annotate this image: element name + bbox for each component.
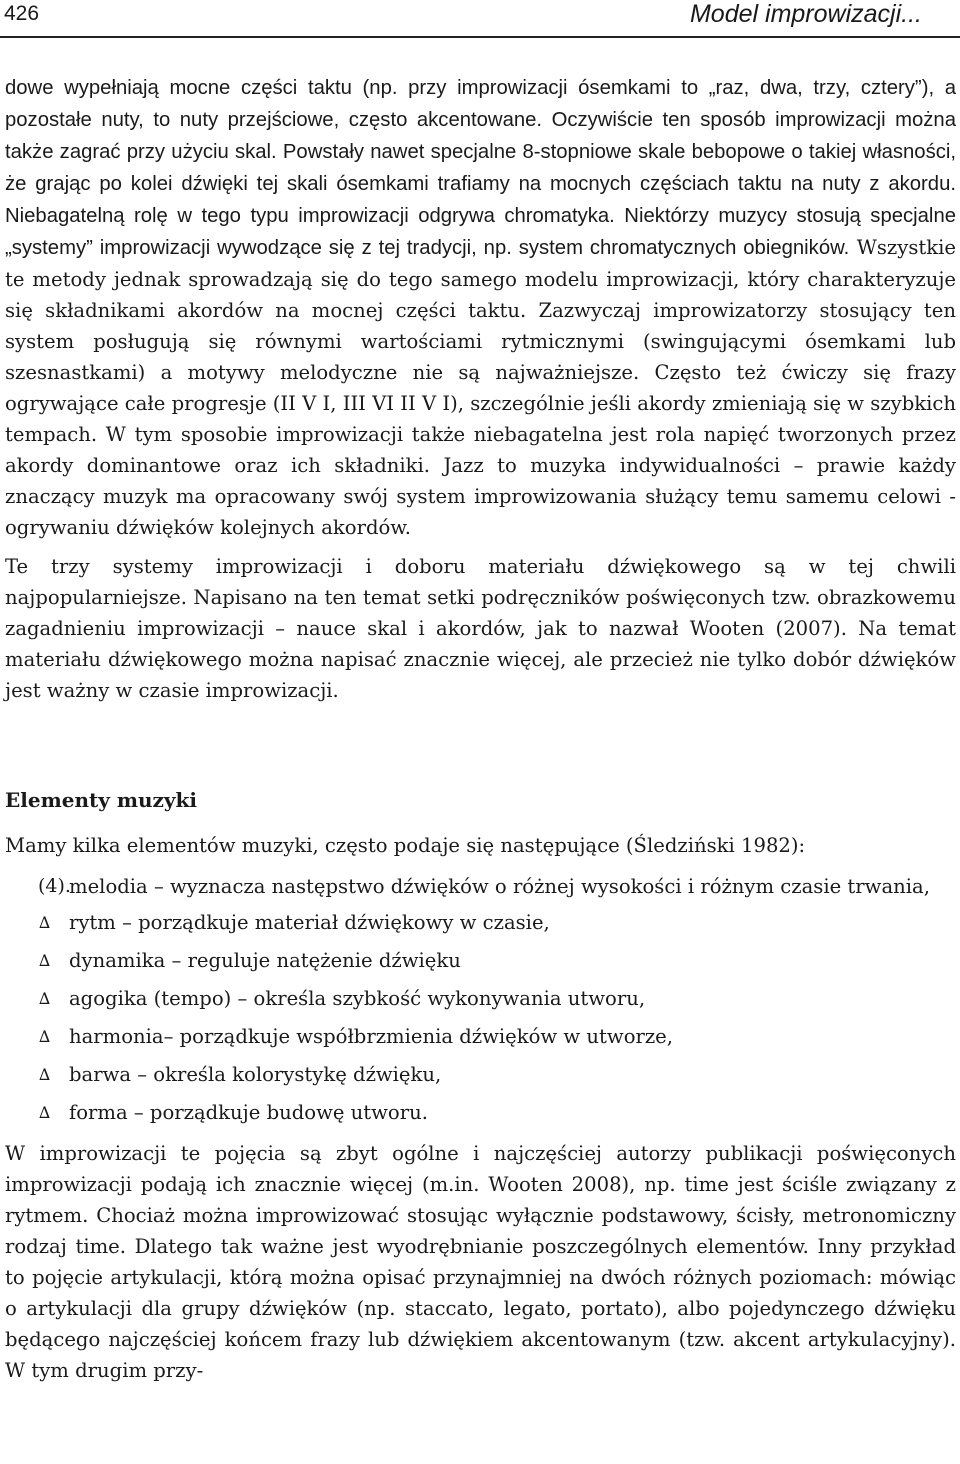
list-item — [5, 871, 956, 902]
page-header — [0, 0, 960, 38]
list-item — [5, 1021, 956, 1052]
list-item-text: forma – porządkuje budowę utworu. — [69, 1101, 428, 1124]
triangle-bullet-icon: ∆ — [39, 951, 51, 970]
list-item-text: barwa – określa kolorystykę dźwięku, — [69, 1063, 442, 1086]
paragraph-1-serif-text: Wszystkie te metody jednak sprowadzają się do tego samego modelu improwizacji, który charakteryzuje się składnikami akordów na mocnej części taktu. Zazwyczaj improwizatorzy stosujący ten system posługują się równymi wartościami rytmicznymi (swingującymi ósemkami lub szesnastkami) a motywy melodyczne nie są najważniejsze. Często też ćwiczy się frazy ogrywające całe progresje (II V I, III VI II V I), szczególnie jeśli akordy zmieniają się w szybkich tempach. W tym sposobie improwizacji także niebagatelna jest rola napięć tworzonych przez akordy dominantowe oraz ich składniki. Jazz to muzyka indywidualności – prawie każdy znaczący muzyk ma opracowany swój system improwizowania służący temu samemu celowi - ogrywaniu dźwięków kolejnych akordów. — [5, 236, 957, 539]
list-item — [5, 983, 956, 1014]
list-item — [5, 1097, 956, 1128]
list-item — [5, 945, 956, 976]
elements-list — [5, 871, 956, 1128]
section-heading: Elementy muzyki — [5, 788, 197, 812]
list-item — [5, 907, 956, 938]
paragraph-1-sans-text: dowe wypełniają mocne części taktu (np. przy improwizacji ósemkami to „raz, dwa, trzy, cztery”), a pozostałe nuty, to nuty przejściowe, często akcentowane. Oczywiście ten sposób improwizacji można także zagrać przy użyciu skal. Powstały nawet specjalne 8-stopniowe skale bebopowe o takiej własności, że grając po kolei dźwięki tej skali ósemkami trafiamy na mocnych częściach taktu na nuty z akordu. Niebagatelną rolę w tego typu improwizacji odgrywa chromatyka. Niektórzy muzycy stosują specjalne „systemy” improwizacji wywodzące się z tej tradycji, np. system chromatycznych obiegników. — [5, 77, 956, 259]
final-paragraph: W improwizacji te pojęcia są zbyt ogólne i najczęściej autorzy publikacji poświęconych improwizacji podają ich znacznie więcej (m.in. Wooten 2008), np. time jest ściśle związany z rytmem. Chociaż można improwizować stosując wyłącznie podstawowy, ścisły, metronomiczny rodzaj time. Dlatego tak ważne jest wyodrębnianie poszczególnych elementów. Inny przykład to pojęcie artykulacji, którą można opisać przynajmniej na dwóch różnych poziomach: mówiąc o artykulacji dla grupy dźwięków (np. staccato, legato, portato), albo pojedynczego dźwięku będącego najczęściej końcem frazy lub dźwiękiem akcentowanym (tzw. akcent artykulacyjny). W tym drugim przy- — [5, 1142, 956, 1382]
triangle-bullet-icon: ∆ — [39, 1027, 51, 1046]
page-number: 426 — [4, 2, 40, 25]
triangle-bullet-icon: ∆ — [39, 1065, 51, 1084]
list-item — [5, 1059, 956, 1090]
list-number-marker: (4). — [38, 875, 71, 897]
paragraph-2: Te trzy systemy improwizacji i doboru materiału dźwiękowego są w tej chwili najpopularniejsze. Napisano na ten temat setki podręczników poświęconych tzw. obrazkowemu zagadnieniu improwizacji – nauce skal i akordów, jak to nazwał Wooten (2007). Na temat materiału dźwiękowego można napisać znacznie więcej, ale przecież nie tylko dobór dźwięków jest ważny w czasie improwizacji. — [5, 555, 956, 702]
page-body — [5, 72, 956, 1386]
list-item-text: melodia – wyznacza następstwo dźwięków o różnej wysokości i różnym czasie trwania, — [69, 875, 930, 898]
section-intro: Mamy kilka elementów muzyki, często podaje się następujące (Śledziński 1982): — [5, 834, 806, 857]
triangle-bullet-icon: ∆ — [39, 913, 51, 932]
triangle-bullet-icon: ∆ — [39, 989, 51, 1008]
paragraph-1 — [5, 72, 956, 543]
triangle-bullet-icon: ∆ — [39, 1103, 51, 1122]
list-item-text: rytm – porządkuje materiał dźwiękowy w czasie, — [69, 911, 550, 934]
list-item-text: harmonia– porządkuje współbrzmienia dźwięków w utworze, — [69, 1025, 674, 1048]
running-title: Model improwizacji... — [689, 0, 922, 28]
list-item-text: dynamika – reguluje natężenie dźwięku — [69, 949, 461, 972]
list-item-text: agogika (tempo) – określa szybkość wykonywania utworu, — [69, 987, 646, 1010]
